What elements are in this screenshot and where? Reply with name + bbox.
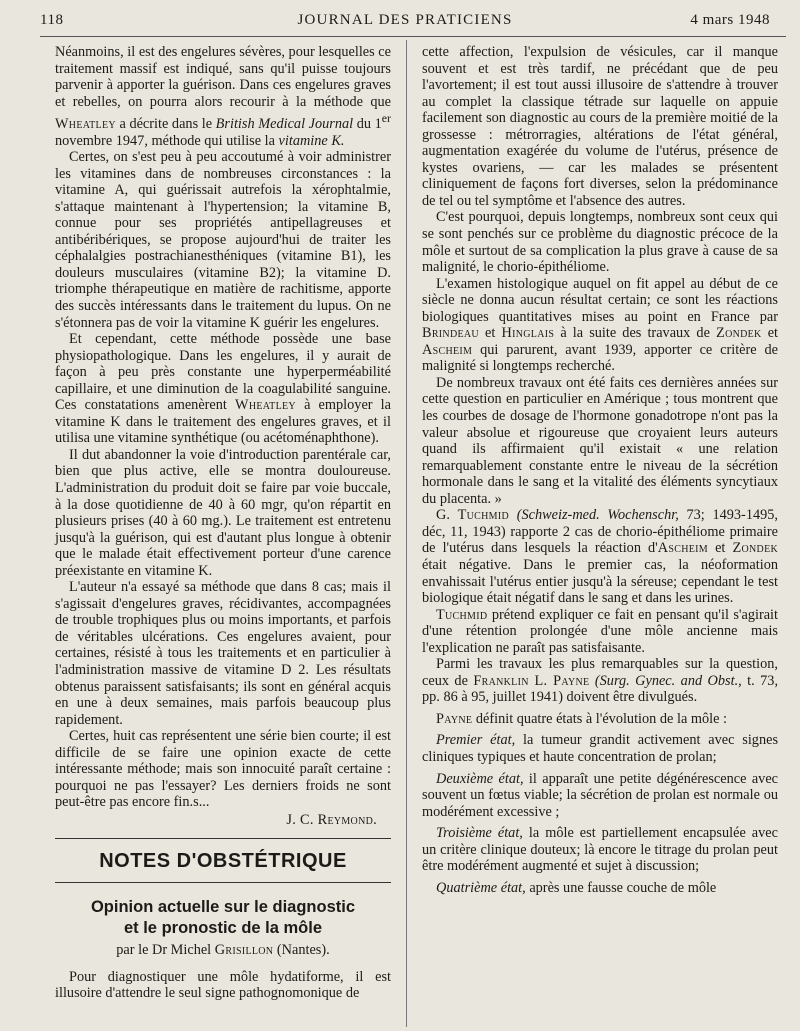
issue-date: 4 mars 1948 [690, 12, 770, 28]
paragraph: De nombreux travaux ont été faits ces dernières années sur cette question en particulier en Amérique ; tous montrent que les courbes de dosage de l'hormone gonadotrope n'ont pas la valeur absolue et rigoureuse que croyaient leurs auteurs quand ils affirmaient qu'il existait « une relation remarquablement constante entre le niveau de la sécrétion hormonale dans le sang et la vitalité des éléments syncytiaux du placenta. » [422, 374, 778, 507]
stage-item: Premier état, la tumeur grandit activement avec signes cliniques typiques et haute concentration de prolan; [422, 732, 779, 765]
stage-item: Troisième état, la môle est partiellement encapsulée avec un critère clinique douteux; là encore le titrage du prolan peut être modérément augmenté et sujet à discussion; [422, 825, 778, 875]
paragraph: Certes, on s'est peu à peu accoutumé à voir administrer les vitamines dans de nombreuses circonstances : la vitamine A, qui guérissait autrefois la xérophtalmie, s'attaque maintenant à l'hypertension; la vitamine B, connue pour ses propriétés antipellagreuses et antibéribériques, se propose aujourd'hui de traiter les céphalalgies postrachianesthéniques (vitamine B1), les douleurs musculaires (vitamine B2); la vitamine D. triomphe thérapeutique en matière de rachitisme, apporte des succès intéressants dans le traitement du lupus. On ne s'étonnera pas de voir la vitamine K guérir les engelures. [55, 149, 391, 331]
journal-name: British Medical Journal [215, 115, 354, 132]
section-rule-top [55, 838, 391, 839]
paragraph: L'examen histologique auquel on fit appel au début de ce siècle ne donna aucun résultat certain; ce sont les réactions biologiques quantitatives mises au point en France par Brindeau et Hinglais à la suite des travaux de Zondek et Ascheim qui parurent, avant 1939, apporter ce critère de malignité si longtemps recherché. [422, 275, 779, 375]
paragraph: Parmi les travaux les plus remarquables sur la question, ceux de Franklin L. Payne (Surg. Gynec. and Obst., t. 73, pp. 86 à 95, juillet 1941) doivent être divulgués. [422, 656, 779, 706]
left-column [55, 44, 391, 1002]
paragraph: C'est pourquoi, depuis longtemps, nombreux sont ceux qui se sont penchés sur ce problème du diagnostic précoce de la môle et surtout de sa complication la plus grave à cause de sa malignité, le chorio-épithéliome. [422, 209, 778, 276]
paragraph: G. Tuchmid (Schweiz-med. Wochenschr, 73; 1493-1495, déc, 11, 1943) rapporte 2 cas de chorio-épithéliome primaire de l'utérus dans lesquels la réaction d'Ascheim et Zondek était négative. Dans le premier cas, la néoformation envahissait l'utérus entier jusqu'à la séreuse; cependant le test biologique était négatif dans le sang et dans les urines. [422, 507, 778, 607]
article-byline: par le Dr Michel Grisillon (Nantes). [116, 942, 330, 959]
paragraph: Néanmoins, il est des engelures sévères, pour lesquelles ce traitement massif est indiqué, sans qu'il puisse toujours parvenir à apporter la guérison. Dans ces engelures graves et rebelles, on pourra alors recourir à la méthode que Wheatley a décrite dans le British Medical Journal du 1er novembre 1947, méthode qui utilise la vitamine K. [55, 44, 392, 149]
journal-title: JOURNAL DES PRATICIENS [297, 12, 513, 28]
right-column [422, 44, 778, 896]
paragraph: Pour diagnostiquer une môle hydatiforme, il est illusoire d'attendre le seul signe pathognomonique de [55, 968, 391, 1002]
section-rule-bottom [55, 882, 391, 883]
page-header [40, 12, 770, 36]
paragraph: Il dut abandonner la voie d'introduction parentérale car, bien que plus active, elle se montra douloureuse. L'administration du produit doit se faire par voie buccale, à la dose quotidienne de 40 à 60 mgr, qu'on répartit en plusieurs prises (40 à 60 mg.). Le traitement est entretenu jusqu'à la guérison, qui est d'autant plus longue à obtenir que le malade était effectivement porteur d'une carence préexistante en vitamine K. [55, 446, 391, 579]
column-divider [406, 40, 407, 1027]
header-rule [40, 36, 786, 37]
article-signature: J. C. Reymond. [286, 811, 377, 828]
paragraph: L'auteur n'a essayé sa méthode que dans 8 cas; mais il s'agissait d'engelures graves, récidivantes, accompagnées de trouble trophiques plus ou moins importants, et parfois de véritables ulcérations. Ces engelures avaient, pour certaines, résisté à tous les traitements et en particulier à l'administration massive de vitamine D 2. Les résultats obtenus paraissent satisfaisants; ils sont en général acquis en une à deux semaines, mais parfois beaucoup plus rapidement. [55, 579, 391, 728]
paragraph: Tuchmid prétend expliquer ce fait en pensant qu'il s'agirait d'une rétention prolongée d'une môle ancienne mais l'explication ne paraît pas satisfaisante. [422, 606, 778, 656]
section-title: NOTES D'OBSTÉTRIQUE [99, 850, 347, 873]
stage-item: Quatrième état, après une fausse couche de môle [436, 879, 717, 896]
paragraph: Payne définit quatre états à l'évolution de la môle : [436, 710, 727, 727]
author-name: Wheatley [55, 115, 116, 132]
paragraph: Et cependant, cette méthode possède une base physiopathologique. Dans les engelures, il y aurait de façon à peu près constante une hyperperméabilité capillaire, et une diminution de la coagulabilité sanguine. Ces constatations amenèrent Wheatley à employer la vitamine K dans le traitement des engelures graves, et il utilisa une vitamine synthétique (ou acétoménaphthone). [55, 331, 392, 447]
article-title: Opinion actuelle sur le diagnostic et le pronostic de la môle [90, 898, 356, 938]
paragraph: Certes, huit cas représentent une série bien courte; il est difficile de se faire une opinion exacte de cette intéressante méthode; mais son innocuité paraît certaine : pourquoi ne pas l'essayer? Les derniers froids ne sont peut-être pas encore fin.s... [55, 728, 391, 811]
author-name: Wheatley [235, 397, 296, 414]
stage-item: Deuxième état, il apparaît une petite dégénérescence avec souvent un fœtus viable; la sécrétion de prolan est normale ou modérément excessive ; [422, 770, 779, 820]
paragraph: cette affection, l'expulsion de vésicules, car il manque souvent et est très tardif, ne précédant que de peu l'avortement; il est tout aussi illusoire de s'attendre à trouver au complet la classique tétrade sur laquelle on appuie facilement son diagnostic au cours de la première moitié de la grossesse : métrorragies, altérations de l'état général, augmentation exagérée du volume de l'utérus, présence de kystes ovariens, — car les malades se présentent cliniquement de façons fort diverses, selon la prédominance de tel ou tel symptôme et l'absence des autres. [422, 44, 778, 209]
page-number: 118 [40, 12, 64, 28]
